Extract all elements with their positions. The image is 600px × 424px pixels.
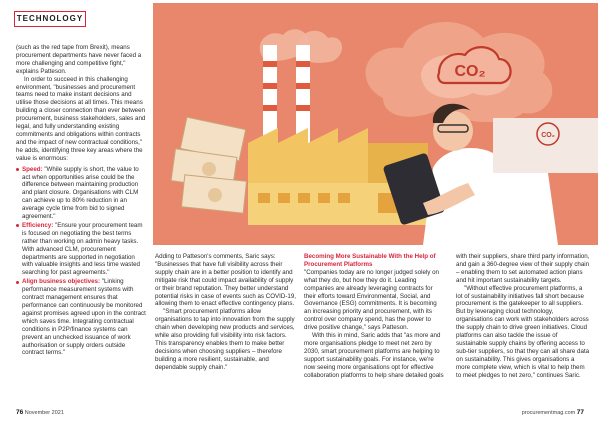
paragraph: "Smart procurement platforms allow organisations to tap into innovation from the supply chain when developing new products and services, while also providing full visibility into risk factors. This transparency enables them to make better decisions when choosing suppliers – therefore building a more resilient, sustainable, and dependable supply chain." xyxy=(155,308,295,371)
factory-illustration xyxy=(153,3,598,245)
footer-left xyxy=(16,409,64,416)
site-url: procurementmag.com xyxy=(521,410,576,416)
bullet-list xyxy=(16,166,146,358)
paragraph: In order to succeed in this challenging environment, "businesses and procurement teams need to make instant decisions and utilise those decisions at all times. This means building a closer connection than ever between procurement, business stakeholders, sales and legal, and fully understanding existing commitments and obligations within contracts and the impact of new contractual conditions," he adds, identifying three key areas where the value is enormous: xyxy=(16,75,146,162)
paragraph: Adding to Patteson's comments, Saric says: "Businesses that have full visibility across their supply chain are in a better position to identify and mitigate risk that could impact availability of supply or their brand reputation. They better understand potential risks in case of events such as COVID-19, allowing them to enact effective contingency plans. xyxy=(155,253,297,308)
paragraph: With this in mind, Saric adds that "as more and more organisations pledge to meet net zero by 2030, smart procurement platforms are helping to support sustainability goals. For instance, we're now seeing more organisations opt for effective collaboration platforms to help share detailed goals xyxy=(304,332,444,379)
footer-right xyxy=(522,409,584,416)
column-4 xyxy=(456,253,590,380)
page-number: 77 xyxy=(576,409,584,416)
list-item: Align business objectives: "Linking performance measurement systems with contract management ensures that performance can continuously be monitored against promises agreed upon in the contract which saves time. Integrating contractual conditions in P2P/finance systems can prevent an unchecked issuance of work authorisation or supply orders outside contract terms." xyxy=(16,278,146,357)
issue-date: November 2021 xyxy=(24,410,64,416)
paragraph: "Companies today are no longer judged solely on what they do, but how they do it. Leading companies are already leveraging contracts for their efforts toward Environmental, Social, and Governance (ESG) commitments. It is becoming an increasing priority and procurement, with its control over company spend, has the power to drive positive change," says Patteson. xyxy=(304,268,439,332)
svg-text:CO₂: CO₂ xyxy=(541,132,555,139)
column-3 xyxy=(304,253,445,380)
paragraph: with their suppliers, share third party information, and gain a 360-degree view of their supply chain – enabling them to set automated action plans and hit important sustainability targets. xyxy=(456,253,590,284)
list-item: Speed: "While supply is short, the value to act when opportunities arise could be the difference between maintaining production and plant closure. Organisations with CLM can achieve up to 80% reduction in an average cycle time from bid to signed agreement." xyxy=(16,166,146,221)
column-2 xyxy=(155,253,298,372)
column-1 xyxy=(16,44,146,358)
svg-text:CO₂: CO₂ xyxy=(454,63,486,80)
section-tag: TECHNOLOGY xyxy=(14,11,86,27)
list-item: Efficiency: "Ensure your procurement team is focused on negotiating the best terms rather than working on admin heavy tasks. With advanced CLM, procurement departments are supported in negotiation with valuable insights and less time wasted searching for past agreements." xyxy=(16,222,146,277)
paragraph: (such as the red tape from Brexit), means procurement departments have never faced a more challenging and competitive fight," explains Patteson. xyxy=(16,44,142,75)
monitor-screen xyxy=(493,118,598,173)
page-number: 76 xyxy=(16,409,24,416)
paragraph: "Without effective procurement platforms, a lot of sustainability initiatives fall short because procurement is the gatekeeper to all suppliers. But by leveraging cloud technology, organisations can work with stakeholders across the supply chain to drive green initiatives. Cloud platforms can also tackle the issue of sustainable supply chains by offering access to sub-tier suppliers, so that they can all share data on sustainability. This gives organisations a more complete view, which is vital to help them to meet pledges to net zero," continues Saric. xyxy=(456,284,590,379)
subheading: Becoming More Sustainable With the Help of Procurement Platforms xyxy=(304,253,436,268)
